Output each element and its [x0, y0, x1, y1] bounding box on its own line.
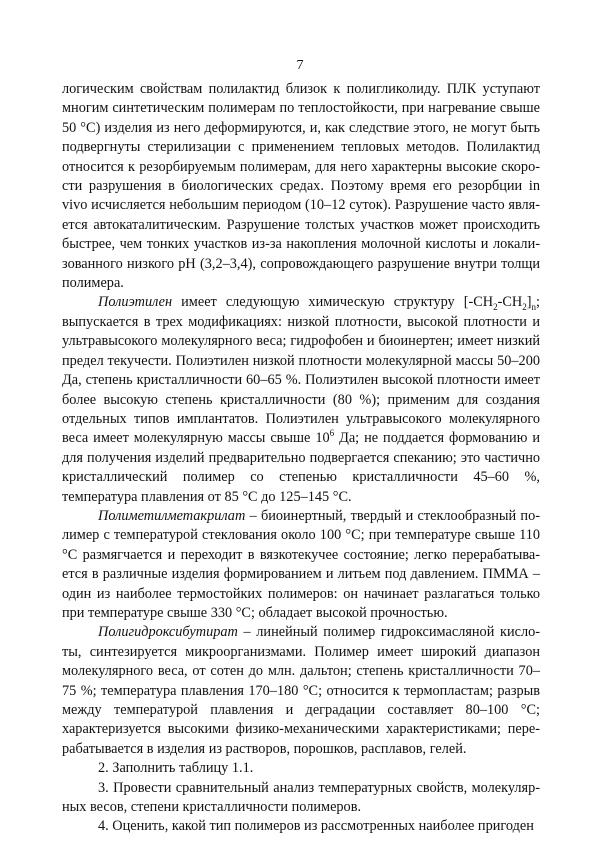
term-polyethylene: Полиэтилен: [98, 294, 173, 311]
page-number: 7: [296, 58, 304, 73]
term-phb: Полигидроксибутират: [98, 624, 238, 641]
paragraph-polyethylene: [62, 293, 540, 506]
formula-part: ]: [526, 294, 532, 311]
term-pmma: Полиметилметакрилат: [98, 507, 246, 524]
formula-subscript: 2: [522, 302, 527, 313]
paragraph-polylactide: [62, 80, 540, 293]
task-item-3: [62, 779, 540, 818]
body-text: [62, 80, 540, 837]
task-item-4: [62, 817, 540, 836]
superscript: 6: [329, 428, 335, 439]
paragraph-pmma: [62, 507, 540, 623]
task-text: 2. Заполнить таблицу 1.1.: [98, 760, 254, 777]
paragraph-text: имеет следующую химическую структуру [-CH: [172, 294, 494, 311]
paragraph-text: – биоинертный, твердый и стеклообразный полимер с температурой стеклования около 100 °С; при температуре свыше 110 °С размягчается и переходит в вязкотекучее состояние; легко перерабатывается в различные изделия формированием и литьем под давлением. ПММА – один из наиболее термостойких полимеров: он начинает разлагаться только при температуре свыше 330 °С; обладает высокой прочностью.: [62, 507, 540, 621]
task-text: 3. Провести сравнительный анализ температурных свойств, молекулярных весов, степени кристалличности полимеров.: [62, 779, 540, 816]
paragraph-text: Да; не поддается формованию и для получения изделий предварительно подвергается спеканию; это частично кристаллический полимер со степенью кристалличности 45–60 %, температура плавления от 85 °С до 125–145 °С.: [62, 430, 540, 505]
formula-part: -CH: [497, 294, 523, 311]
formula-subscript: n: [531, 302, 537, 313]
paragraph-text: ; выпускается в трех модификациях: низкой плотности, высокой плотности и ультравысокого молекулярного веса; гидрофобен и биоинертен; имеет низкий предел текучести. Полиэтилен низкой плотности молекулярной массы 50–200 Да, степень кристалличности 60–65 %. Полиэтилен высокой плотности имеет более высокую степень кристалличности (80 %); применим для создания отдельных типов имплантатов. Полиэтилен ультравысокого молекулярного веса имеет молекулярную массы свыше 10: [62, 294, 540, 447]
paragraph-text: логическим свойствам полилактид близок к полигликолиду. ПЛК уступают многим синтетическим полимерам по теплостойкости, при нагревание свыше 50 °С) изделия из него деформируются, и, как следствие этого, не могут быть подвергнуты стерилизации с применением тепловых методов. Полилактид относится к резорбируемым полимерам, для него характерны высокие скорости разрушения в биологических средах. Поэтому время его резорбции in vivo исчисляется небольшим периодом (10–12 суток). Разрушение часто является автокаталитическим. Разрушение толстых участков может происходить быстрее, чем тонких участков из-за накопления молочной кислоты и локализованного низкого pH (3,2–3,4), сопровождающего разрушение внутри толщи полимера.: [62, 81, 540, 292]
task-text: 4. Оценить, какой тип полимеров из рассмотренных наиболее пригоден: [98, 818, 534, 835]
paragraph-phb: [62, 623, 540, 759]
paragraph-text: – линейный полимер гидроксимасляной кислоты, синтезируется микроорганизмами. Полимер имеет широкий диапазон молекулярного веса, от сотен до млн. дальтон; степень кристалличности 70–75 %; температура плавления 170–180 °С; относится к термопластам; разрыв между температурой плавления и деградации составляет 80–100 °С; характеризуется высокими физико-механическими характеристиками; перерабатывается в изделия из растворов, порошков, расплавов, гелей.: [62, 624, 540, 757]
formula-subscript: 2: [493, 302, 498, 313]
task-item-2: [62, 759, 540, 778]
